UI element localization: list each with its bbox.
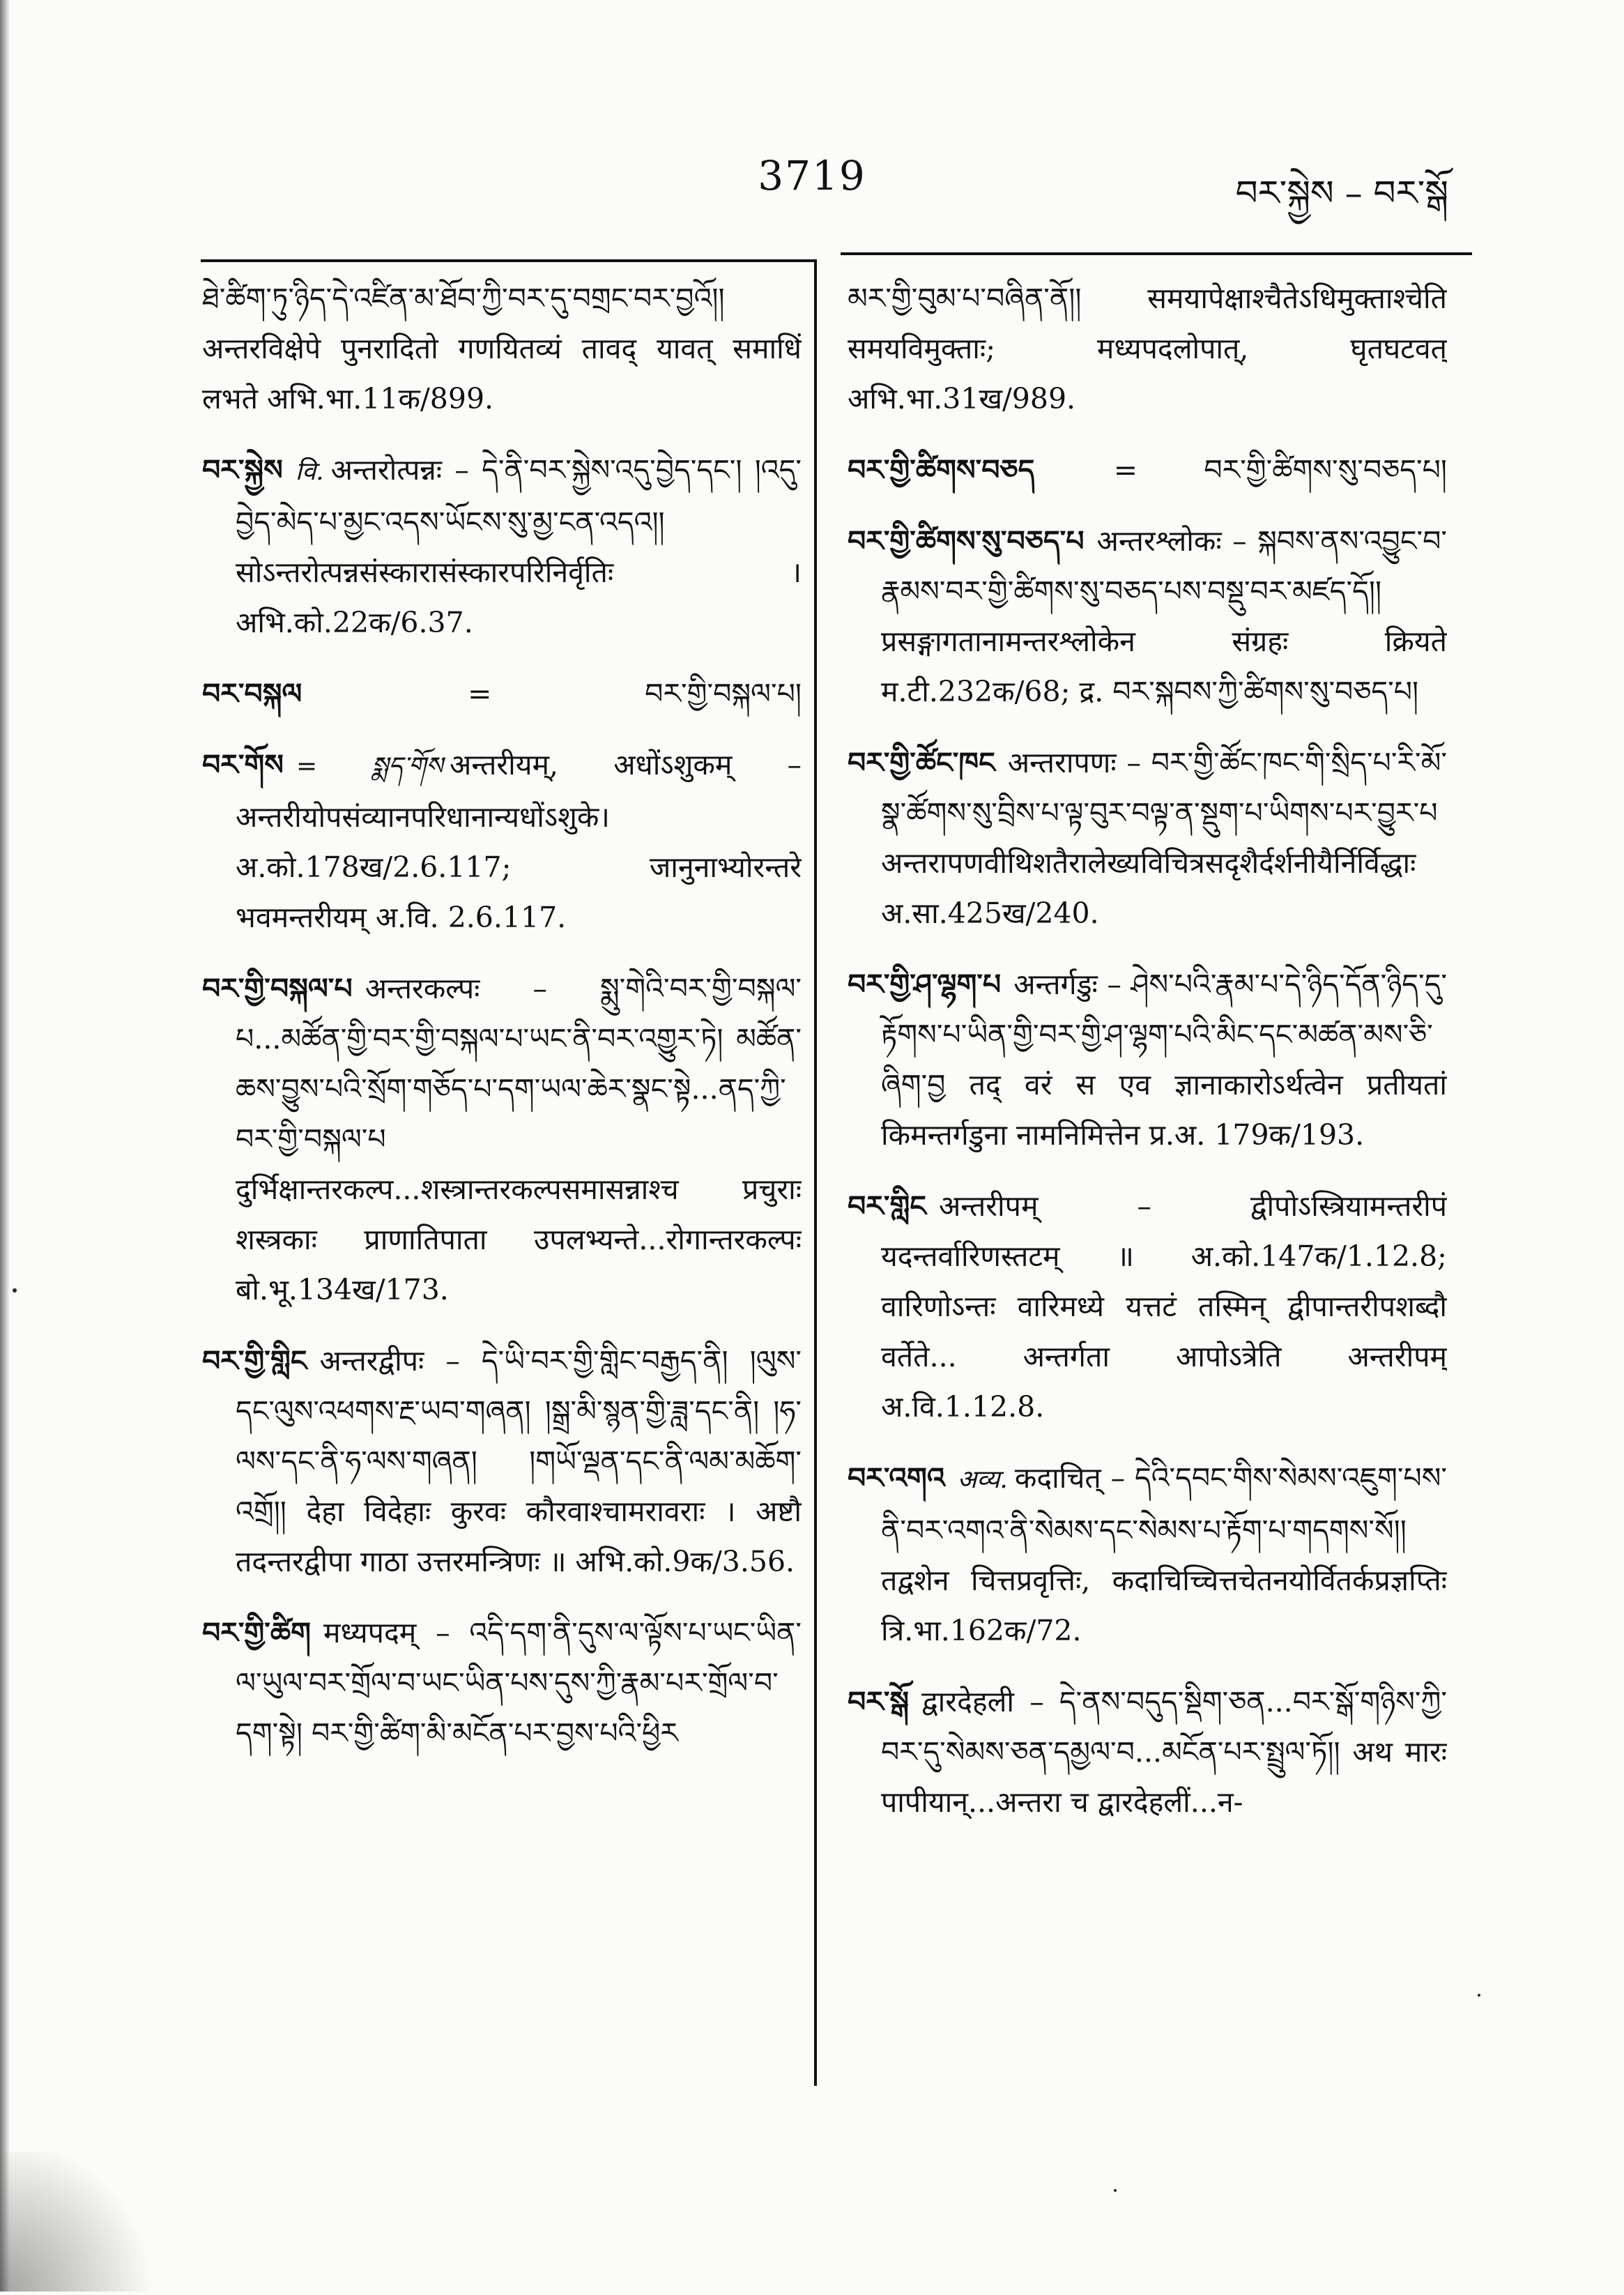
entry-text: अन्तरकल्पः – སྨུ་གེའི་བར་གྱི་བསྐལ་པ...མཚོན་གྱི་བར་གྱི་བསྐལ་པ་ཡང་ནི་བར་འགྱུར་ཏེ། མཚོན་ཆས་བྱུས་པའི་སྲོག་གཅོད་པ་དག་ཡལ་ཆེར་སྣང་སྟེ...ནད་ཀྱི་བར་གྱི་བསྐལ་པ दुर्भिक्षान्तरकल्प...शस्त्रान्तरकल्पसमासन्नाश्च प्रचुराः शस्त्रकाः प्राणातिपाता उपलभ्यन्ते...रोगान्तरकल्पः बो.भू.134ख/173. [236,972,802,1306]
cross-target: བར་གྱི་བསྐལ་པ། [645,677,802,710]
cross-reference [848,445,1447,495]
entry-text: अन्तर्गडुः – ཤེས་པའི་རྣམ་པ་དེ་ཉིད་དོན་ཉིད་དུ་རྟོགས་པ་ཡིན་གྱི་བར་གྱི་ཤ་ལྷག་པའི་མིང་དང་མཚན་མས་ཅི་ཞིག་བྱ तद् वरं स एव ज्ञानाकारोऽर्थत्वेन प्रतीयतां किमन्तर्गडुना नामनिमित्तेन प्र.अ. 179क/193. [881,968,1447,1152]
entry-headword: བར་གྱི་ཚིག [202,1616,311,1649]
grammar-label: = སྨད་གོས [296,752,443,781]
right-column [848,273,1447,2295]
equals-sign: = [468,677,492,710]
dictionary-entry [848,1181,1447,1432]
entry-text: द्वारदेहली – དེ་ནས་བདུད་སྡིག་ཅན...བར་སྒོ་གཉིས་ཀྱི་བར་དུ་སེམས་ཅན་དམྱལ་བ...མངོན་པར་སྤྲུལ་ཏོ།། अथ मारः पापीयान्...अन्तरा च द्वारदेहलीं...न- [881,1685,1447,1819]
dictionary-entry [202,445,802,648]
column-divider [814,259,817,2086]
entry-headword: བར་སྐྱེས [202,453,283,487]
scan-speck [1478,1994,1480,1997]
scan-shadow-edge [0,0,10,2292]
entry-headword: བར་གྱི་ཚིགས་བཅད [848,453,1035,487]
dictionary-entry [202,740,802,943]
entry-text: अन्तरश्लोकः – སྐབས་ནས་འབྱུང་བ་རྣམས་བར་གྱི་ཚིགས་སུ་བཅད་པས་བསྡུ་བར་མཛད་དོ།། प्रसङ्गागतानामन्तरश्लोकेन संग्रहः क्रियते म.टी.232क/68; द्र. བར་སྐབས་ཀྱི་ཚིགས་སུ་བཅད་པ། [881,524,1447,708]
entry-headword: བར་གླིང [848,1189,926,1223]
header-rule-right [841,252,1472,255]
entry-text: अन्तरोत्पन्नः – དེ་ནི་བར་སྐྱེས་འདུ་བྱེད་དང་། །འདུ་བྱེད་མེད་པ་མྱང་འདས་ཡོངས་སུ་མྱ་ངན་འདའ།། सोऽन्तरोत्पन्नसंस्कारासंस्कारपरिनिर्वृतिः । अभि.को.22क/6.37. [236,453,802,639]
entry-text: अन्तरीयम्, अधोंऽशुकम् – अन्तरीयोपसंव्यानपरिधानान्यधोंऽशुके। अ.को.178ख/2.6.117; जानुनाभ्योरन्तरे भवमन्तरीयम् अ.वि. 2.6.117. [236,748,802,934]
equals-sign: = [1113,453,1138,487]
dictionary-entry [202,1608,802,1758]
grammar-label: वि. [295,457,324,486]
cross-reference [202,669,802,719]
entry-text: मध्यपदम् – འདི་དག་ནི་དུས་ལ་ལྟོས་པ་ཡང་ཡིན་ལ་ཡུལ་བར་གྲོལ་བ་ཡང་ཡིན་པས་དུས་ཀྱི་རྣམ་པར་གྲོལ་བ་དག་སྟེ། བར་གྱི་ཚིག་མི་མངོན་པར་བྱས་པའི་ཕྱིར [236,1616,802,1750]
entry-headword: བར་གོས [202,748,284,781]
entry-text: अन्तरीपम् – द्वीपोऽस्त्रियामन्तरीपं यदन्तर्वारिणस्तटम् ॥ अ.को.147क/1.12.8; वारिणोऽन्तः वारिमध्ये यत्तटं तस्मिन् द्वीपान्तरीपशब्दौ वर्तेते... अन्तर्गता आपोऽत्रेति अन्तरीपम् अ.वि.1.12.8. [881,1189,1447,1424]
entry-text: མར་གྱི་བུམ་པ་བཞིན་ནོ།། समयापेक्षाश्चैतेऽधिमुक्ताश्चेति समयविमुक्ताः; मध्यपदलोपात्, घृतघटवत् अभि.भा.31ख/989. [848,282,1447,415]
dictionary-entry [202,963,802,1315]
dictionary-entry [202,1336,802,1587]
dictionary-entry [848,738,1447,938]
dictionary-entry [848,959,1447,1160]
dictionary-entry [848,1677,1447,1827]
entry-headword: བར་གྱི་ཚོང་ཁང [848,746,995,779]
entry-headword: བར་གྱི་གླིང [202,1344,307,1378]
entry-headword: བར་སྒོ [848,1685,910,1718]
entry-headword: བར་འགའ [848,1461,945,1495]
entry-continuation [202,273,802,424]
entry-headword: བར་གྱི་ཚིགས་སུ་བཅད་པ [848,524,1085,558]
entry-headword: བར་བསྐལ [202,677,302,710]
cross-target: བར་གྱི་ཚིགས་སུ་བཅད་པ། [1204,453,1447,487]
left-column [202,273,802,2295]
page-number: 3719 [758,152,866,199]
dictionary-entry [848,1453,1447,1656]
running-head: བར་སྐྱེས – བར་སྒོ [1235,173,1448,213]
entry-text: अन्तरद्वीपः – དེ་ཡི་བར་གྱི་གླིང་བརྒྱད་ནི། །ལུས་དང་ལུས་འཕགས་རྔ་ཡབ་གཞན། །སྒྲ་མི་སྙན་གྱི་ཟླ་དང་ནི། །ཧ་ལས་དང་ནི་ཧ་ལས་གཞན། །གཡོ་ལྡན་དང་ནི་ལམ་མཆོག་འགྲོ།། देहा विदेहाः कुरवः कौरवाश्चामरावराः । अष्टौ तदन्तरद्वीपा गाठा उत्तरमन्त्रिणः ॥ अभि.को.9क/3.56. [236,1344,802,1578]
dictionary-entry [848,516,1447,717]
entry-text: अन्तरापणः – བར་གྱི་ཚོང་ཁང་གི་སྲིད་པ་རི་མོ་སྣ་ཚོགས་སུ་བྲིས་པ་ལྟ་བུར་བལྟ་ན་སྡུག་པ་ཡིགས་པར་བྱུར་པ अन्तरापणवीथिशतैरालेख्यविचित्रसदृशैर्दर्शनीयैर्निर्विद्धाः अ.सा.425ख/240. [881,746,1447,930]
entry-continuation [848,273,1447,424]
scan-speck [13,1288,17,1293]
header-rule-left [201,259,814,262]
grammar-label: अव्य. [957,1465,1008,1494]
scan-shadow-corner [0,2152,167,2292]
entry-text: कदाचित् – དེའི་དབང་གིས་སེམས་འཇུག་པས་ནི་བར་འགའ་ནི་སེམས་དང་སེམས་པ་རྟོག་པ་གདགས་སོ།། तद्वशेन चित्तप्रवृत्तिः, कदाचिच्चित्तचेतनयोर्वितर्कप्रज्ञप्तिः त्रि.भा.162क/72. [881,1461,1447,1647]
entry-headword: བར་གྱི་བསྐལ་པ [202,972,353,1005]
entry-text: ཐེ་ཚིག་ཏུ་ཉིད་དེ་འཛིན་མ་ཐོབ་ཀྱི་བར་དུ་བགྲང་བར་བྱའོ།། अन्तरविक्षेपे पुनरादितो गणयितव्यं तावद् यावत् समाधिं लभते अभि.भा.11क/899. [202,282,802,415]
entry-headword: བར་གྱི་ཤ་ལྷག་པ [848,968,1002,1001]
